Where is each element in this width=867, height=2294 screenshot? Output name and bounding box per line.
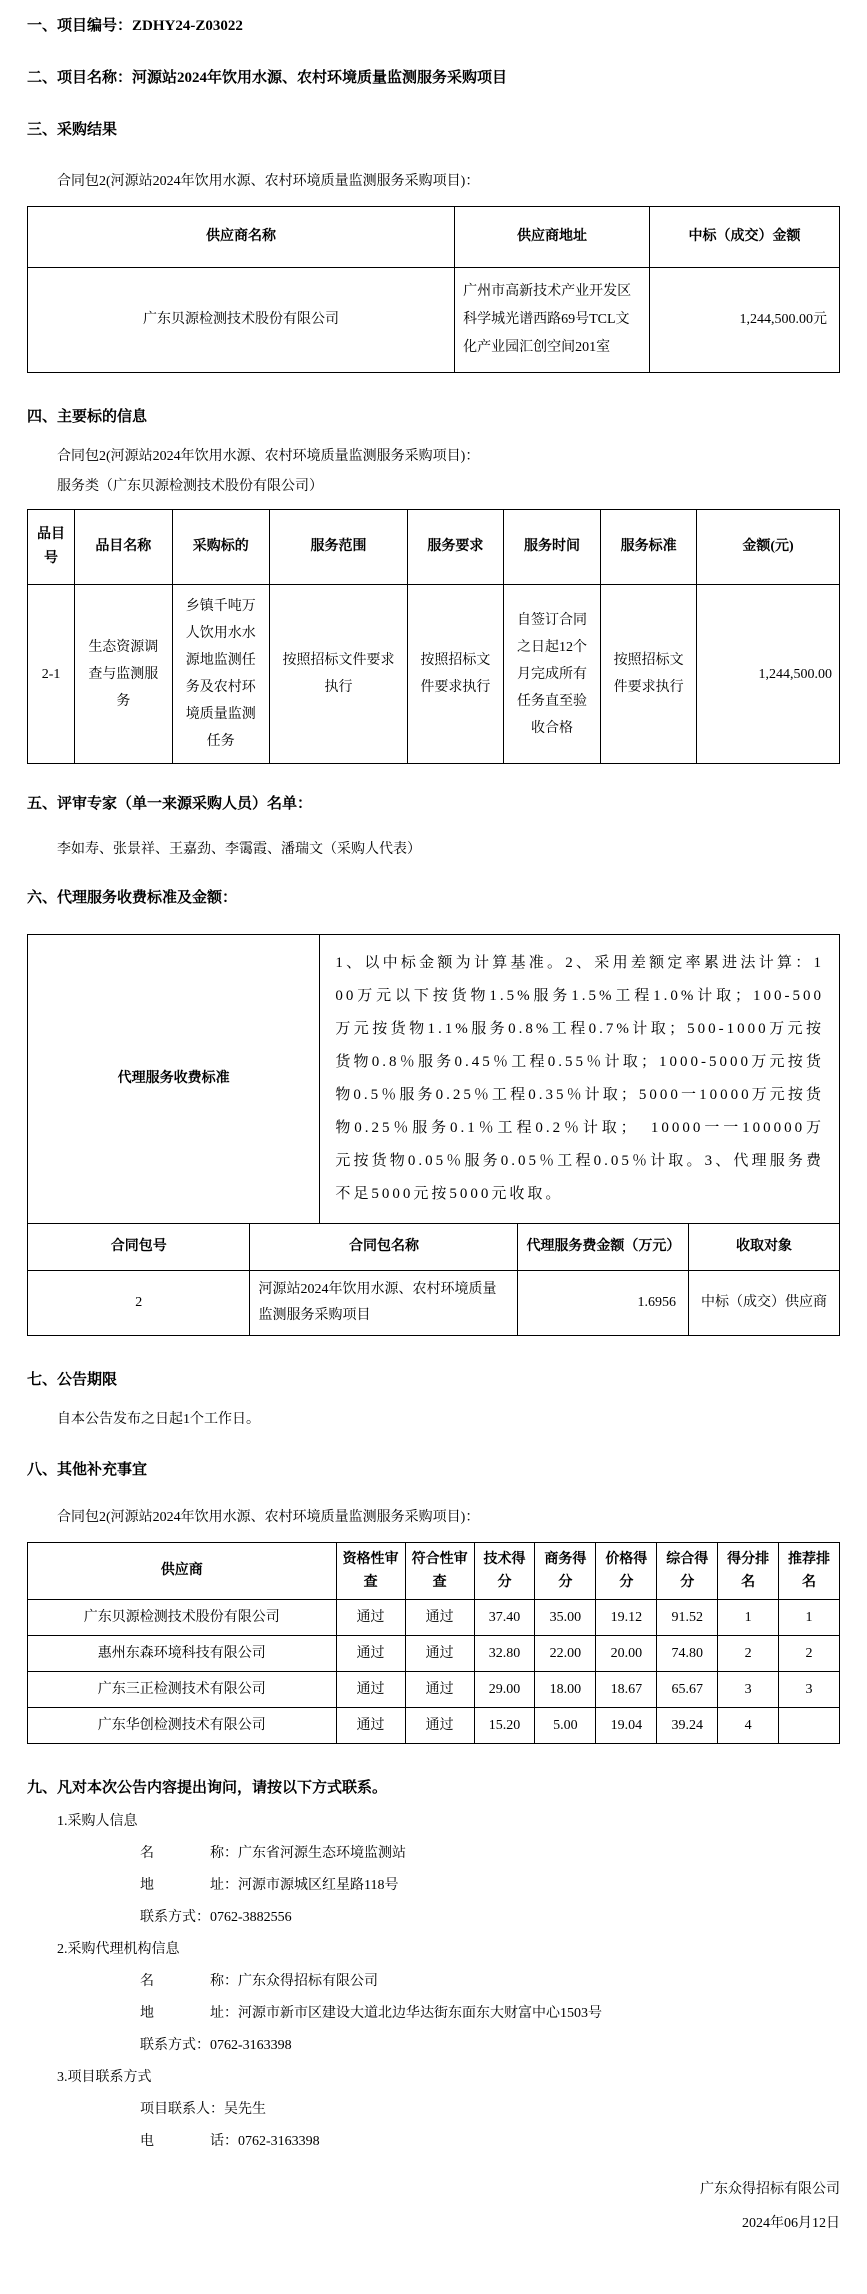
subject-table-row: [28, 585, 840, 764]
price-score-cell: 19.04: [596, 1707, 657, 1743]
section-3-package-line: 合同包2(河源站2024年饮用水源、农村环境质量监测服务采购项目)：: [57, 174, 480, 189]
result-header-supplier-name: 供应商名称: [28, 207, 455, 268]
purchaser-name-value: 广东省河源生态环境监测站: [238, 1845, 406, 1861]
charged-party-cell: 中标（成交）供应商: [688, 1270, 839, 1335]
fee-header-charged-party: 收取对象: [688, 1223, 839, 1270]
section-2-heading: [27, 68, 840, 88]
conformity-cell: 通过: [405, 1707, 474, 1743]
supplier-cell: 广东三正检测技术有限公司: [28, 1671, 337, 1707]
section-5-heading: 五、评审专家（单一来源采购人员）名单：: [27, 796, 313, 812]
section-8-package-line: 合同包2(河源站2024年饮用水源、农村环境质量监测服务采购项目)：: [57, 1509, 480, 1525]
qualification-cell: 通过: [336, 1671, 405, 1707]
time-cell: 自签订合同之日起12个月完成所有任务直至验收合格: [503, 585, 600, 764]
project-name-value: 河源站2024年饮用水源、农村环境质量监测服务采购项目: [132, 70, 508, 86]
technical-score-cell: 32.80: [474, 1635, 535, 1671]
purchaser-tel-line: [27, 1908, 840, 1928]
business-score-cell: 35.00: [535, 1599, 596, 1635]
score-header-composite: 综合得分: [657, 1542, 718, 1599]
fee-standard-text-cell: 1、以中标金额为计算基准。2、采用差额定率累进法计算：100万元以下按货物1.5%服务1.5%工程1.0%计取；100-500万元按货物1.1%服务0.8%工程0.7%计取；500-1000万元按货物0.8％服务0.45％工程0.55％计取；1000-5000万元按货物0.5％服务0.25％工程0.35％计取；5000一10000万元按货物0.25％服务0.1％工程0.2％计取； 10000一一100000万元按货物0.05％服务0.05％工程0.05％计取。3、代理服务费不足5000元按5000元收取。: [320, 935, 840, 1224]
package-no-cell: 2: [28, 1270, 250, 1335]
agency-name-line: [27, 1972, 840, 1992]
section-7-heading: 七、公告期限: [27, 1371, 118, 1388]
project-number-label: 一、项目编号：: [27, 18, 133, 34]
agency-tel-value: 0762-3163398: [210, 2037, 292, 2053]
section-1-heading: [27, 16, 840, 36]
score-table-row: [28, 1635, 840, 1671]
fee-amount-cell: 1.6956: [518, 1270, 689, 1335]
score-header-price: 价格得分: [596, 1542, 657, 1599]
fee-amount-header-row: [28, 1223, 840, 1270]
subject-table-header-row: [28, 510, 840, 585]
supplier-cell: 惠州东森环境科技有限公司: [28, 1635, 337, 1671]
score-rank-cell: 4: [718, 1707, 779, 1743]
project-contact-title: 3.项目联系方式: [57, 2069, 152, 2085]
package-name-cell: 河源站2024年饮用水源、农村环境质量监测服务采购项目: [250, 1270, 518, 1335]
project-contact-line: [27, 2100, 840, 2120]
section-8-heading: 八、其他补充事宜: [27, 1461, 148, 1478]
score-rank-cell: 1: [718, 1599, 779, 1635]
announcement-period-line: 自本公告发布之日起1个工作日。: [57, 1411, 260, 1427]
expert-names-line: 李如寿、张景祥、王嘉劲、李霭霞、潘瑞文（采购人代表）: [57, 842, 421, 857]
composite-score-cell: 91.52: [657, 1599, 718, 1635]
project-tel-label: 电 话：: [140, 2133, 238, 2149]
fee-header-package-name: 合同包名称: [250, 1223, 518, 1270]
subject-header-target: 采购标的: [172, 510, 269, 585]
agency-address-value: 河源市新市区建设大道北边华达街东面东大财富中心1503号: [238, 2005, 602, 2021]
amount-cell: 1,244,500.00: [697, 585, 840, 764]
project-name-label: 二、项目名称：: [27, 70, 133, 86]
subject-header-requirement: 服务要求: [408, 510, 504, 585]
section-4-package-line: 合同包2(河源站2024年饮用水源、农村环境质量监测服务采购项目)：: [57, 449, 480, 464]
purchaser-info-title: 1.采购人信息: [57, 1813, 138, 1829]
recommend-rank-cell: [779, 1707, 840, 1743]
scope-cell: 按照招标文件要求执行: [269, 585, 407, 764]
footer-date: 2024年06月12日: [742, 2215, 840, 2231]
supplier-cell: 广东贝源检测技术股份有限公司: [28, 1599, 337, 1635]
price-score-cell: 20.00: [596, 1635, 657, 1671]
project-tel-value: 0762-3163398: [238, 2133, 320, 2149]
project-contact-label: 项目联系人：: [140, 2101, 224, 2117]
section-3-heading: 三、采购结果: [27, 122, 118, 138]
subject-header-item-no: 品目号: [28, 510, 75, 585]
purchaser-address-line: [27, 1876, 840, 1896]
score-table: [27, 1542, 840, 1744]
price-score-cell: 18.67: [596, 1671, 657, 1707]
agency-tel-line: [27, 2036, 840, 2056]
section-4-category-line: 服务类（广东贝源检测技术股份有限公司）: [57, 479, 323, 494]
purchaser-tel-label: 联系方式：: [140, 1909, 210, 1925]
fee-standard-label-cell: 代理服务收费标准: [28, 935, 320, 1224]
score-table-row: [28, 1671, 840, 1707]
price-score-cell: 19.12: [596, 1599, 657, 1635]
score-header-conformity: 符合性审查: [405, 1542, 474, 1599]
score-table-header-row: [28, 1542, 840, 1599]
technical-score-cell: 15.20: [474, 1707, 535, 1743]
conformity-cell: 通过: [405, 1671, 474, 1707]
technical-score-cell: 29.00: [474, 1671, 535, 1707]
score-rank-cell: 3: [718, 1671, 779, 1707]
subject-table: [27, 509, 840, 764]
recommend-rank-cell: 1: [779, 1599, 840, 1635]
requirement-cell: 按照招标文件要求执行: [408, 585, 504, 764]
subject-header-amount: 金额(元): [697, 510, 840, 585]
business-score-cell: 5.00: [535, 1707, 596, 1743]
supplier-name-cell: 广东贝源检测技术股份有限公司: [28, 268, 455, 373]
fee-amount-table: [27, 1223, 840, 1336]
score-header-technical: 技术得分: [474, 1542, 535, 1599]
purchaser-tel-value: 0762-3882556: [210, 1909, 292, 1925]
composite-score-cell: 39.24: [657, 1707, 718, 1743]
project-contact-value: 吴先生: [224, 2101, 266, 2117]
fee-header-package-no: 合同包号: [28, 1223, 250, 1270]
qualification-cell: 通过: [336, 1635, 405, 1671]
footer-organization: 广东众得招标有限公司: [700, 2181, 840, 2197]
score-header-recommend-rank: 推荐排名: [779, 1542, 840, 1599]
recommend-rank-cell: 2: [779, 1635, 840, 1671]
score-table-row: [28, 1599, 840, 1635]
supplier-address-cell: 广州市高新技术产业开发区科学城光谱西路69号TCL文化产业园汇创空间201室: [455, 268, 650, 373]
item-name-cell: 生态资源调查与监测服务: [75, 585, 172, 764]
score-header-qualification: 资格性审查: [336, 1542, 405, 1599]
agency-address-label: 地 址：: [140, 2005, 238, 2021]
business-score-cell: 18.00: [535, 1671, 596, 1707]
result-table-row: [28, 268, 840, 373]
item-no-cell: 2-1: [28, 585, 75, 764]
agency-name-label: 名 称：: [140, 1973, 238, 1989]
result-header-supplier-address: 供应商地址: [455, 207, 650, 268]
result-table-header-row: [28, 207, 840, 268]
section-6-heading: 六、代理服务收费标准及金额：: [27, 890, 238, 906]
section-4-heading: 四、主要标的信息: [27, 409, 148, 425]
score-header-supplier: 供应商: [28, 1542, 337, 1599]
qualification-cell: 通过: [336, 1707, 405, 1743]
conformity-cell: 通过: [405, 1635, 474, 1671]
fee-standard-table: [27, 934, 840, 1224]
purchaser-name-line: [27, 1844, 840, 1864]
purchaser-address-value: 河源市源城区红星路118号: [238, 1877, 399, 1893]
subject-header-time: 服务时间: [503, 510, 600, 585]
fee-standard-row: [28, 935, 840, 1224]
technical-score-cell: 37.40: [474, 1599, 535, 1635]
supplier-cell: 广东华创检测技术有限公司: [28, 1707, 337, 1743]
score-table-row: [28, 1707, 840, 1743]
composite-score-cell: 74.80: [657, 1635, 718, 1671]
subject-header-standard: 服务标准: [601, 510, 697, 585]
fee-header-fee-amount: 代理服务费金额（万元）: [518, 1223, 689, 1270]
standard-cell: 按照招标文件要求执行: [601, 585, 697, 764]
agency-name-value: 广东众得招标有限公司: [238, 1973, 378, 1989]
qualification-cell: 通过: [336, 1599, 405, 1635]
section-9-heading: 九、凡对本次公告内容提出询问，请按以下方式联系。: [27, 1779, 388, 1796]
subject-header-scope: 服务范围: [269, 510, 407, 585]
award-amount-cell: 1,244,500.00元: [649, 268, 839, 373]
purchaser-address-label: 地 址：: [140, 1877, 238, 1893]
composite-score-cell: 65.67: [657, 1671, 718, 1707]
result-table: [27, 206, 840, 373]
agency-tel-label: 联系方式：: [140, 2037, 210, 2053]
project-tel-line: [27, 2132, 840, 2152]
score-header-business: 商务得分: [535, 1542, 596, 1599]
score-header-score-rank: 得分排名: [718, 1542, 779, 1599]
result-header-award-amount: 中标（成交）金额: [649, 207, 839, 268]
target-cell: 乡镇千吨万人饮用水水源地监测任务及农村环境质量监测任务: [172, 585, 269, 764]
business-score-cell: 22.00: [535, 1635, 596, 1671]
project-number-value: ZDHY24-Z03022: [132, 18, 243, 34]
score-rank-cell: 2: [718, 1635, 779, 1671]
agency-address-line: [27, 2004, 840, 2024]
purchaser-name-label: 名 称：: [140, 1845, 238, 1861]
recommend-rank-cell: 3: [779, 1671, 840, 1707]
fee-amount-row: [28, 1270, 840, 1335]
subject-header-item-name: 品目名称: [75, 510, 172, 585]
agency-info-title: 2.采购代理机构信息: [57, 1941, 180, 1957]
conformity-cell: 通过: [405, 1599, 474, 1635]
